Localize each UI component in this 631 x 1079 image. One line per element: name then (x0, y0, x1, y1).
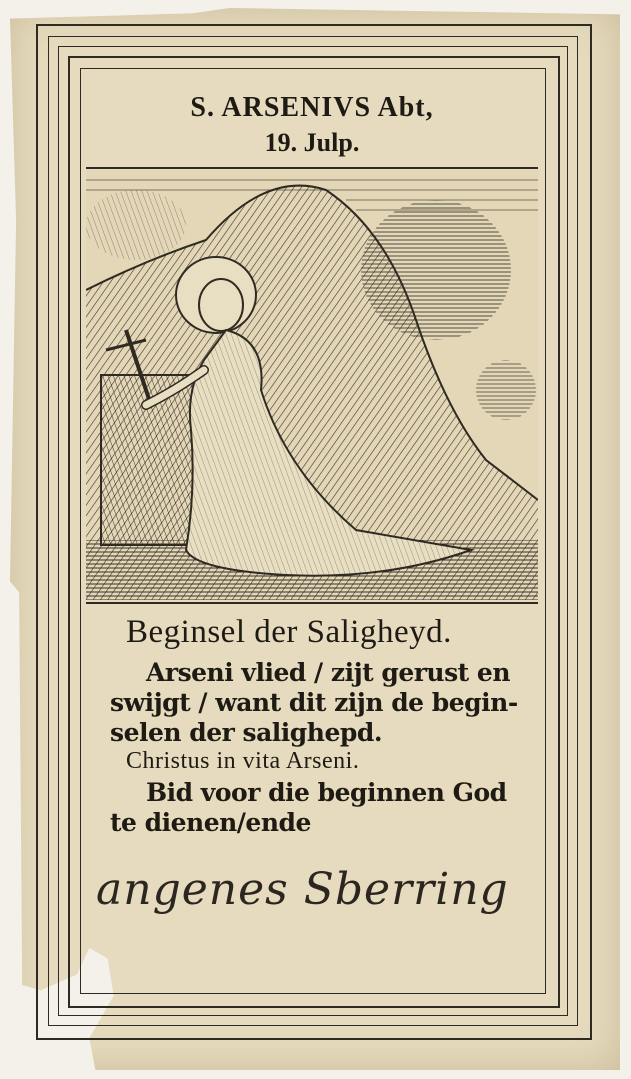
divider-top (86, 167, 538, 169)
divider-bottom (86, 602, 538, 604)
text-line-6: te dienen/ende (110, 808, 311, 837)
text-line-5: Bid voor die beginnen God (146, 778, 507, 807)
engraving-saint-arsenius (86, 170, 538, 600)
handwritten-note: angenes Sberring (96, 864, 509, 915)
text-line-1: Arseni vlied / zijt gerust en (146, 658, 511, 687)
text-line-2: swijgt / want dit zijn de begin- (110, 688, 518, 717)
saint-name: S. ARSENIVS Abt, (190, 92, 434, 123)
text-block (96, 606, 536, 986)
text-heading: Beginsel der Saligheyd. (126, 614, 452, 650)
text-line-4: Christus in vita Arseni. (126, 748, 360, 774)
title-block (86, 74, 538, 166)
text-line-3: selen der salighepd. (110, 718, 383, 747)
feast-date: 19. Julp. (264, 128, 360, 157)
